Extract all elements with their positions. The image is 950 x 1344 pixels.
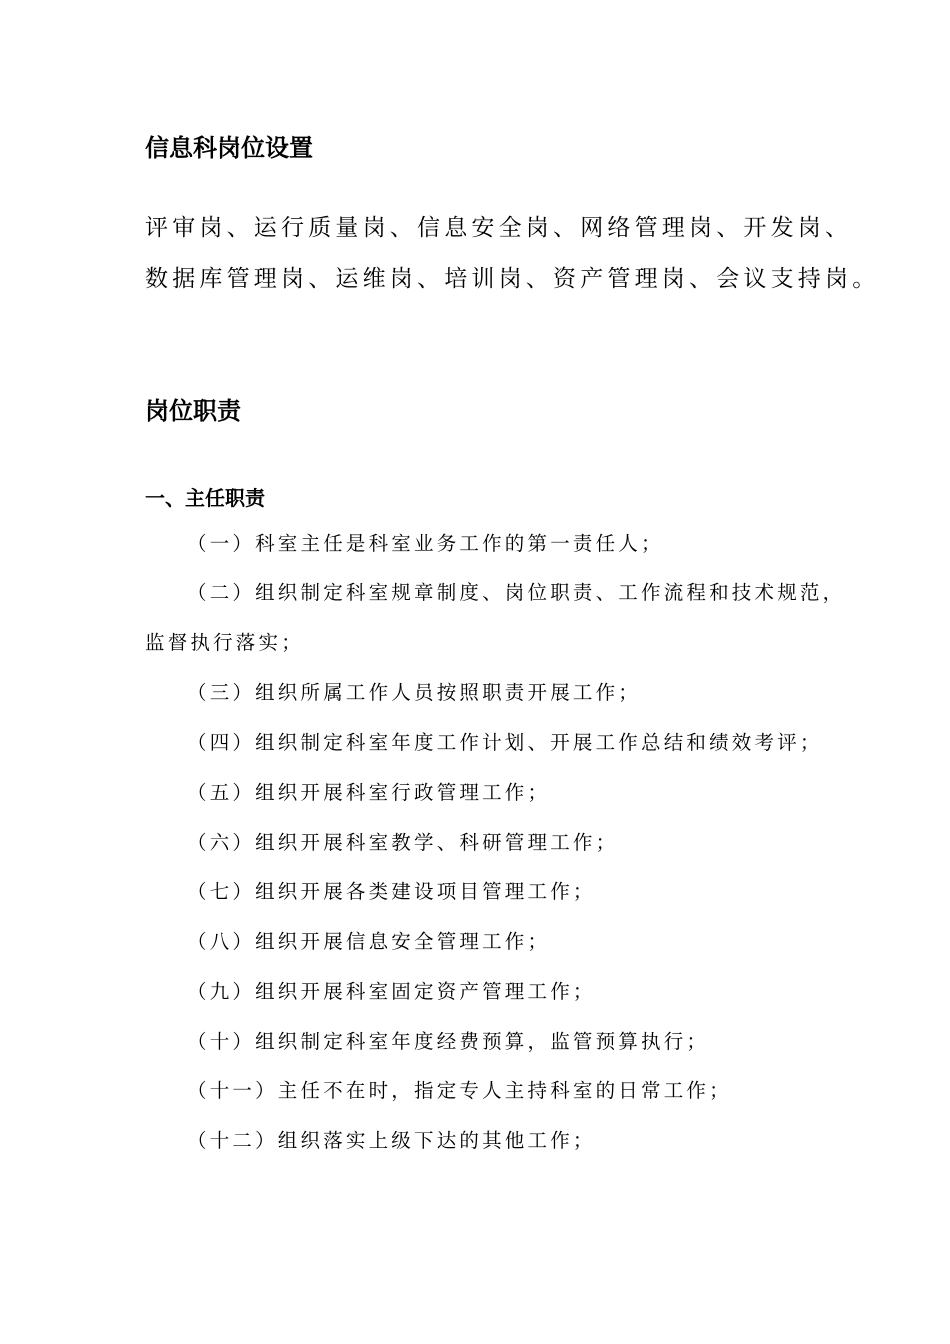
subsection-heading-director: 一、主任职责 (145, 486, 265, 510)
duty-item-1: （一）科室主任是科室业务工作的第一责任人； (187, 532, 664, 555)
section-title-positions: 信息科岗位设置 (145, 134, 313, 162)
duty-item-9: （九）组织开展科室固定资产管理工作； (187, 980, 596, 1003)
duty-item-6: （六）组织开展科室教学、科研管理工作； (187, 831, 619, 854)
duty-item-7: （七）组织开展各类建设项目管理工作； (187, 880, 596, 903)
duty-item-10: （十）组织制定科室年度经费预算，监管预算执行； (187, 1030, 710, 1053)
duty-item-3: （三）组织所属工作人员按照职责开展工作； (187, 681, 642, 704)
positions-list-line-2: 数据库管理岗、运维岗、培训岗、资产管理岗、会议支持岗。 (145, 266, 880, 292)
duty-item-5: （五）组织开展科室行政管理工作； (187, 781, 551, 804)
duty-item-11: （十一）主任不在时，指定专人主持科室的日常工作； (187, 1079, 732, 1102)
duty-item-12: （十二）组织落实上级下达的其他工作； (187, 1129, 596, 1152)
duty-item-4: （四）组织制定科室年度工作计划、开展工作总结和绩效考评； (187, 731, 823, 754)
duty-item-8: （八）组织开展信息安全管理工作； (187, 930, 551, 953)
duty-item-2: （二）组织制定科室规章制度、岗位职责、工作流程和技术规范， (187, 581, 846, 604)
positions-list-line-1: 评审岗、运行质量岗、信息安全岗、网络管理岗、开发岗、 (145, 215, 853, 241)
section-title-duties: 岗位职责 (145, 397, 241, 425)
duty-item-2-continued: 监督执行落实； (145, 631, 304, 654)
